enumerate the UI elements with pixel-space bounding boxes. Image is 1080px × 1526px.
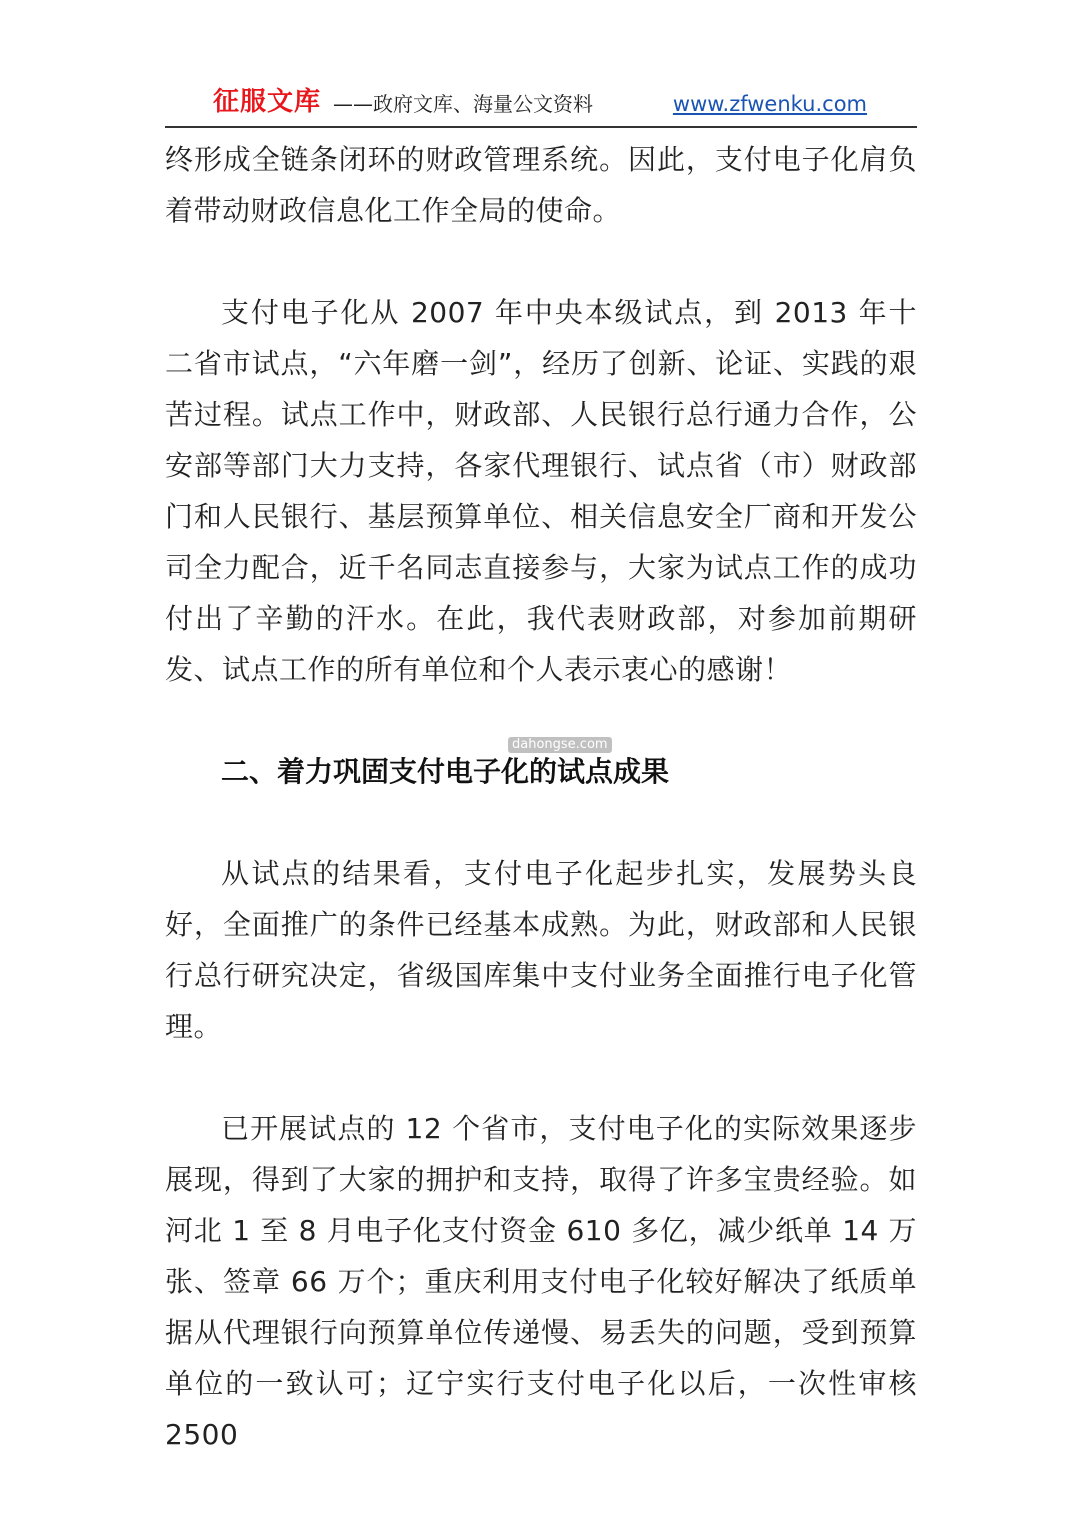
header-tagline: ——政府文库、海量公文资料 <box>333 92 593 116</box>
watermark: dahongse.com <box>508 737 612 753</box>
document-body <box>165 134 917 1460</box>
site-url-link[interactable]: www.zfwenku.com <box>672 92 867 116</box>
section-heading: 二、着力巩固支付电子化的试点成果 <box>221 755 670 788</box>
paragraph-pilot-history: 支付电子化从 2007 年中央本级试点，到 2013 年十二省市试点，“六年磨一剑”，经历了创新、论证、实践的艰苦过程。试点工作中，财政部、人民银行总行通力合作，公安部等部门大力支持，各家代理银行、试点省（市）财政部门和人民银行、基层预算单位、相关信息安全厂商和开发公司全力配合，近千名同志直接参与，大家为试点工作的成功付出了辛勤的汗水。在此，我代表财政部，对参加前期研发、试点工作的所有单位和个人表示衷心的感谢！ <box>165 296 917 686</box>
paragraph-continuation: 终形成全链条闭环的财政管理系统。因此，支付电子化肩负着带动财政信息化工作全局的使命。 <box>165 143 917 227</box>
brand-logo-text: 征服文库 <box>213 87 322 117</box>
paragraph-pilot-examples: 已开展试点的 12 个省市，支付电子化的实际效果逐步展现，得到了大家的拥护和支持，取得了许多宝贵经验。如河北 1 至 8 月电子化支付资金 610 多亿，减少纸单 14 万张、签章 66 万个；重庆利用支付电子化较好解决了纸质单据从代理银行向预算单位传递慢、易丢失的问题，受到预算单位的一致认可；辽宁实行支付电子化以后，一次性审核 2500 <box>165 1112 917 1451</box>
paragraph-pilot-results: 从试点的结果看，支付电子化起步扎实，发展势头良好，全面推广的条件已经基本成熟。为此，财政部和人民银行总行研究决定，省级国库集中支付业务全面推行电子化管理。 <box>165 857 917 1043</box>
page-header <box>165 82 917 128</box>
